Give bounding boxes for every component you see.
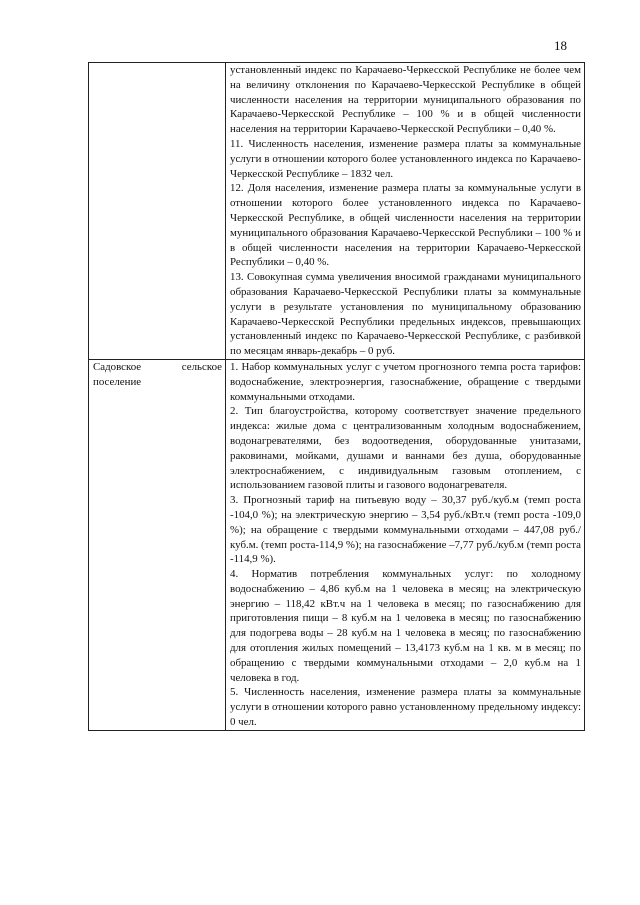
municipality-cell: Садовское сельское поселение	[89, 359, 226, 730]
page-number: 18	[554, 38, 567, 53]
table-row	[89, 63, 585, 360]
paragraph: 1. Набор коммунальных услуг с учетом прогнозного темпа роста тарифов: водоснабжение, электроэнергия, газоснабжение, обращение с твердыми коммунальными отходами.	[230, 360, 581, 403]
paragraph: 3. Прогнозный тариф на питьевую воду – 30,37 руб./куб.м (темп роста -104,0 %); на электрическую энергию – 3,54 руб./кВт.ч (темп роста -109,0 %); на обращение с твердыми коммунальными отходами – 447,08 руб./куб.м. (темп роста-114,9 %); на газоснабжение –7,77 руб./куб.м (темп роста -114,9 %).	[230, 494, 581, 566]
description-cell	[226, 63, 585, 360]
table-row	[89, 359, 585, 730]
paragraph: 4. Норматив потребления коммунальных услуг: по холодному водоснабжению – 4,86 куб.м на 1 человека в месяц; на электрическую энергию – 118,42 кВт.ч на 1 человека в месяц; по газоснабжению для приготовления пищи – 8 куб.м на 1 человека в месяц; по газоснабжению для подогрева воды – 28 куб.м на 1 человека в месяц; по газоснабжению для отопления жилых помещений – 13,4173 куб.м на 1 кв. м в месяц; по обращению с твердыми коммунальными отходами – 2,0 куб.м на 1 человека в год.	[230, 568, 581, 684]
paragraph: 12. Доля населения, изменение размера платы за коммунальные услуги в отношении которого более установленного индекса по Карачаево-Черкесской Республике, в общей численности населения на территории муниципального образования Карачаево-Черкесской Республики – 100 % и в общей численности населения на территории Карачаево-Черкесской Республики – 0,40 %.	[230, 182, 581, 269]
description-cell	[226, 359, 585, 730]
paragraph: установленный индекс по Карачаево-Черкесской Республике не более чем на величину отклонения по Карачаево-Черкесской Республике в общей численности населения на территории муниципального образования по Карачаево-Черкесской Республике – 100 % и в общей численности населения на территории Карачаево-Черкесской Республики – 0,40 %.	[230, 64, 581, 136]
paragraph: 13. Совокупная сумма увеличения вносимой гражданами муниципального образования Карачаево-Черкесской Республики платы за коммунальные услуги в результате установления по муниципальному образованию Карачаево-Черкесской Республики предельных индексов, превышающих установленный индекс по Карачаево-Черкесской Республике, с разбивкой по месяцам январь-декабрь – 0 руб.	[230, 271, 581, 358]
paragraph: 11. Численность населения, изменение размера платы за коммунальные услуги в отношении которого более установленного индекса по Карачаево-Черкесской Республике – 1832 чел.	[230, 137, 581, 180]
indices-table	[88, 62, 585, 731]
paragraph: 5. Численность населения, изменение размера платы за коммунальные услуги в отношении которого равно установленному предельному индексу: 0 чел.	[230, 686, 582, 729]
paragraph: 2. Тип благоустройства, которому соответствует значение предельного индекса: жилые дома с централизованным холодным водоснабжением, водонагревателями, без водоотведения, оборудованные унитазами, раковинами, мойками, душами и ваннами без душа, оборудованные электроснабжением, с индивидуальным газовым отоплением, с использованием газовой плиты и газового водонагревателя.	[230, 405, 581, 492]
municipality-cell	[89, 63, 226, 360]
